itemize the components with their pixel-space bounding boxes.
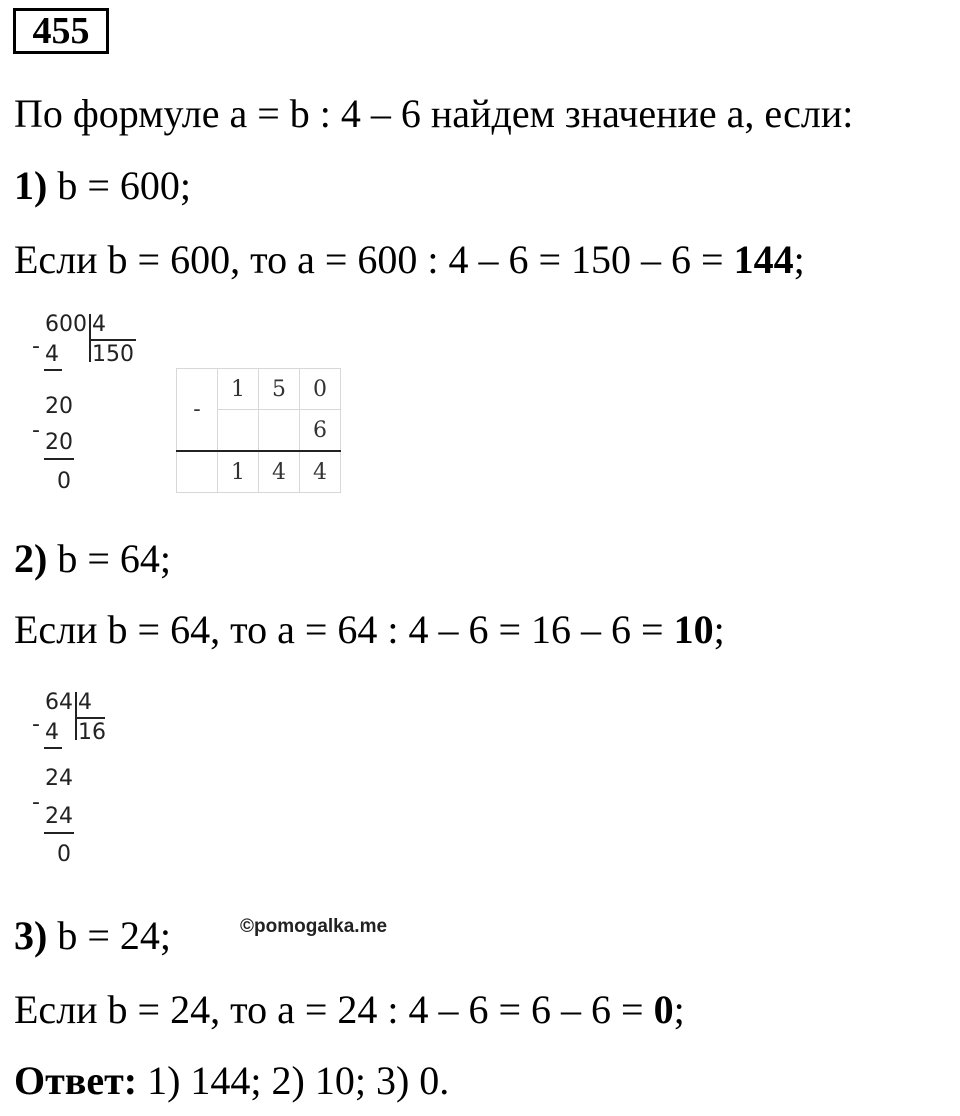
grid-cell: 4 [259,451,300,493]
part-1-condition [14,162,191,210]
grid-cell: 5 [259,369,300,410]
part-2-end: ; [713,607,725,652]
step-line-2 [44,832,74,834]
part-1-calculation [14,236,805,284]
division-vertical-bar [89,314,91,362]
part-1-end: ; [793,237,805,282]
answer-line [14,1057,449,1105]
grid-cell [177,451,218,493]
divisor-underline [75,717,105,719]
division-64-by-4 [30,690,130,875]
grid-cell: 0 [300,369,341,410]
division-600-by-4 [30,312,150,497]
part-2-result: 10 [673,607,714,652]
minus-sign: - [32,712,40,737]
dividend: 64 [45,690,73,715]
problem-number: 455 [13,8,109,54]
part-1-result: 144 [733,237,794,282]
step-subtrahend-2: 20 [45,430,73,455]
dividend: 600 [45,312,87,337]
step-remainder-1: 20 [45,394,73,419]
divisor: 4 [92,312,106,337]
grid-cell: 1 [218,451,259,493]
part-3-calculation [14,986,685,1034]
part-2-condition [14,535,171,583]
minus-sign: - [32,790,40,815]
part-1-condition-text: b = 600; [47,163,191,208]
answer-text: 1) 144; 2) 10; 3) 0. [137,1058,450,1103]
part-1-label: 1) [14,163,48,208]
minus-sign: - [32,334,40,359]
watermark: ©pomogalka.me [240,916,388,937]
intro-text: По формуле а = b : 4 – 6 найдем значение а, если: [14,91,854,136]
grid-cell [218,410,259,452]
part-3-end: ; [673,987,685,1032]
step-remainder-1: 24 [45,766,73,791]
part-3-result: 0 [653,987,674,1032]
step-line-1 [44,369,62,371]
step-remainder-2: 0 [57,469,71,494]
answer-label: Ответ: [14,1058,138,1103]
part-2-condition-text: b = 64; [47,536,171,581]
step-subtrahend-1: 4 [45,342,59,367]
part-1-calc-text: Если b = 600, то а = 600 : 4 – 6 = 150 – 6 = [14,237,734,282]
minus-sign: - [32,418,40,443]
divisor-underline [89,339,136,341]
step-line-2 [44,458,74,460]
divisor: 4 [78,690,92,715]
part-2-calculation [14,606,725,654]
step-subtrahend-2: 24 [45,804,73,829]
step-remainder-2: 0 [57,842,71,867]
step-line-1 [44,747,62,749]
subtraction-grid [176,368,341,493]
quotient: 150 [92,342,134,367]
grid-cell: 4 [300,451,341,493]
part-3-calc-text: Если b = 24, то а = 24 : 4 – 6 = 6 – 6 = [14,987,654,1032]
grid-cell: 6 [300,410,341,452]
grid-cell [259,410,300,452]
part-3-condition [14,912,171,960]
subtraction-minus: - [177,369,218,452]
division-vertical-bar [75,692,77,740]
grid-cell: 1 [218,369,259,410]
quotient: 16 [78,720,106,745]
part-2-calc-text: Если b = 64, то а = 64 : 4 – 6 = 16 – 6 = [14,607,674,652]
part-2-label: 2) [14,536,48,581]
step-subtrahend-1: 4 [45,720,59,745]
part-3-label: 3) [14,913,48,958]
part-3-condition-text: b = 24; [47,913,171,958]
